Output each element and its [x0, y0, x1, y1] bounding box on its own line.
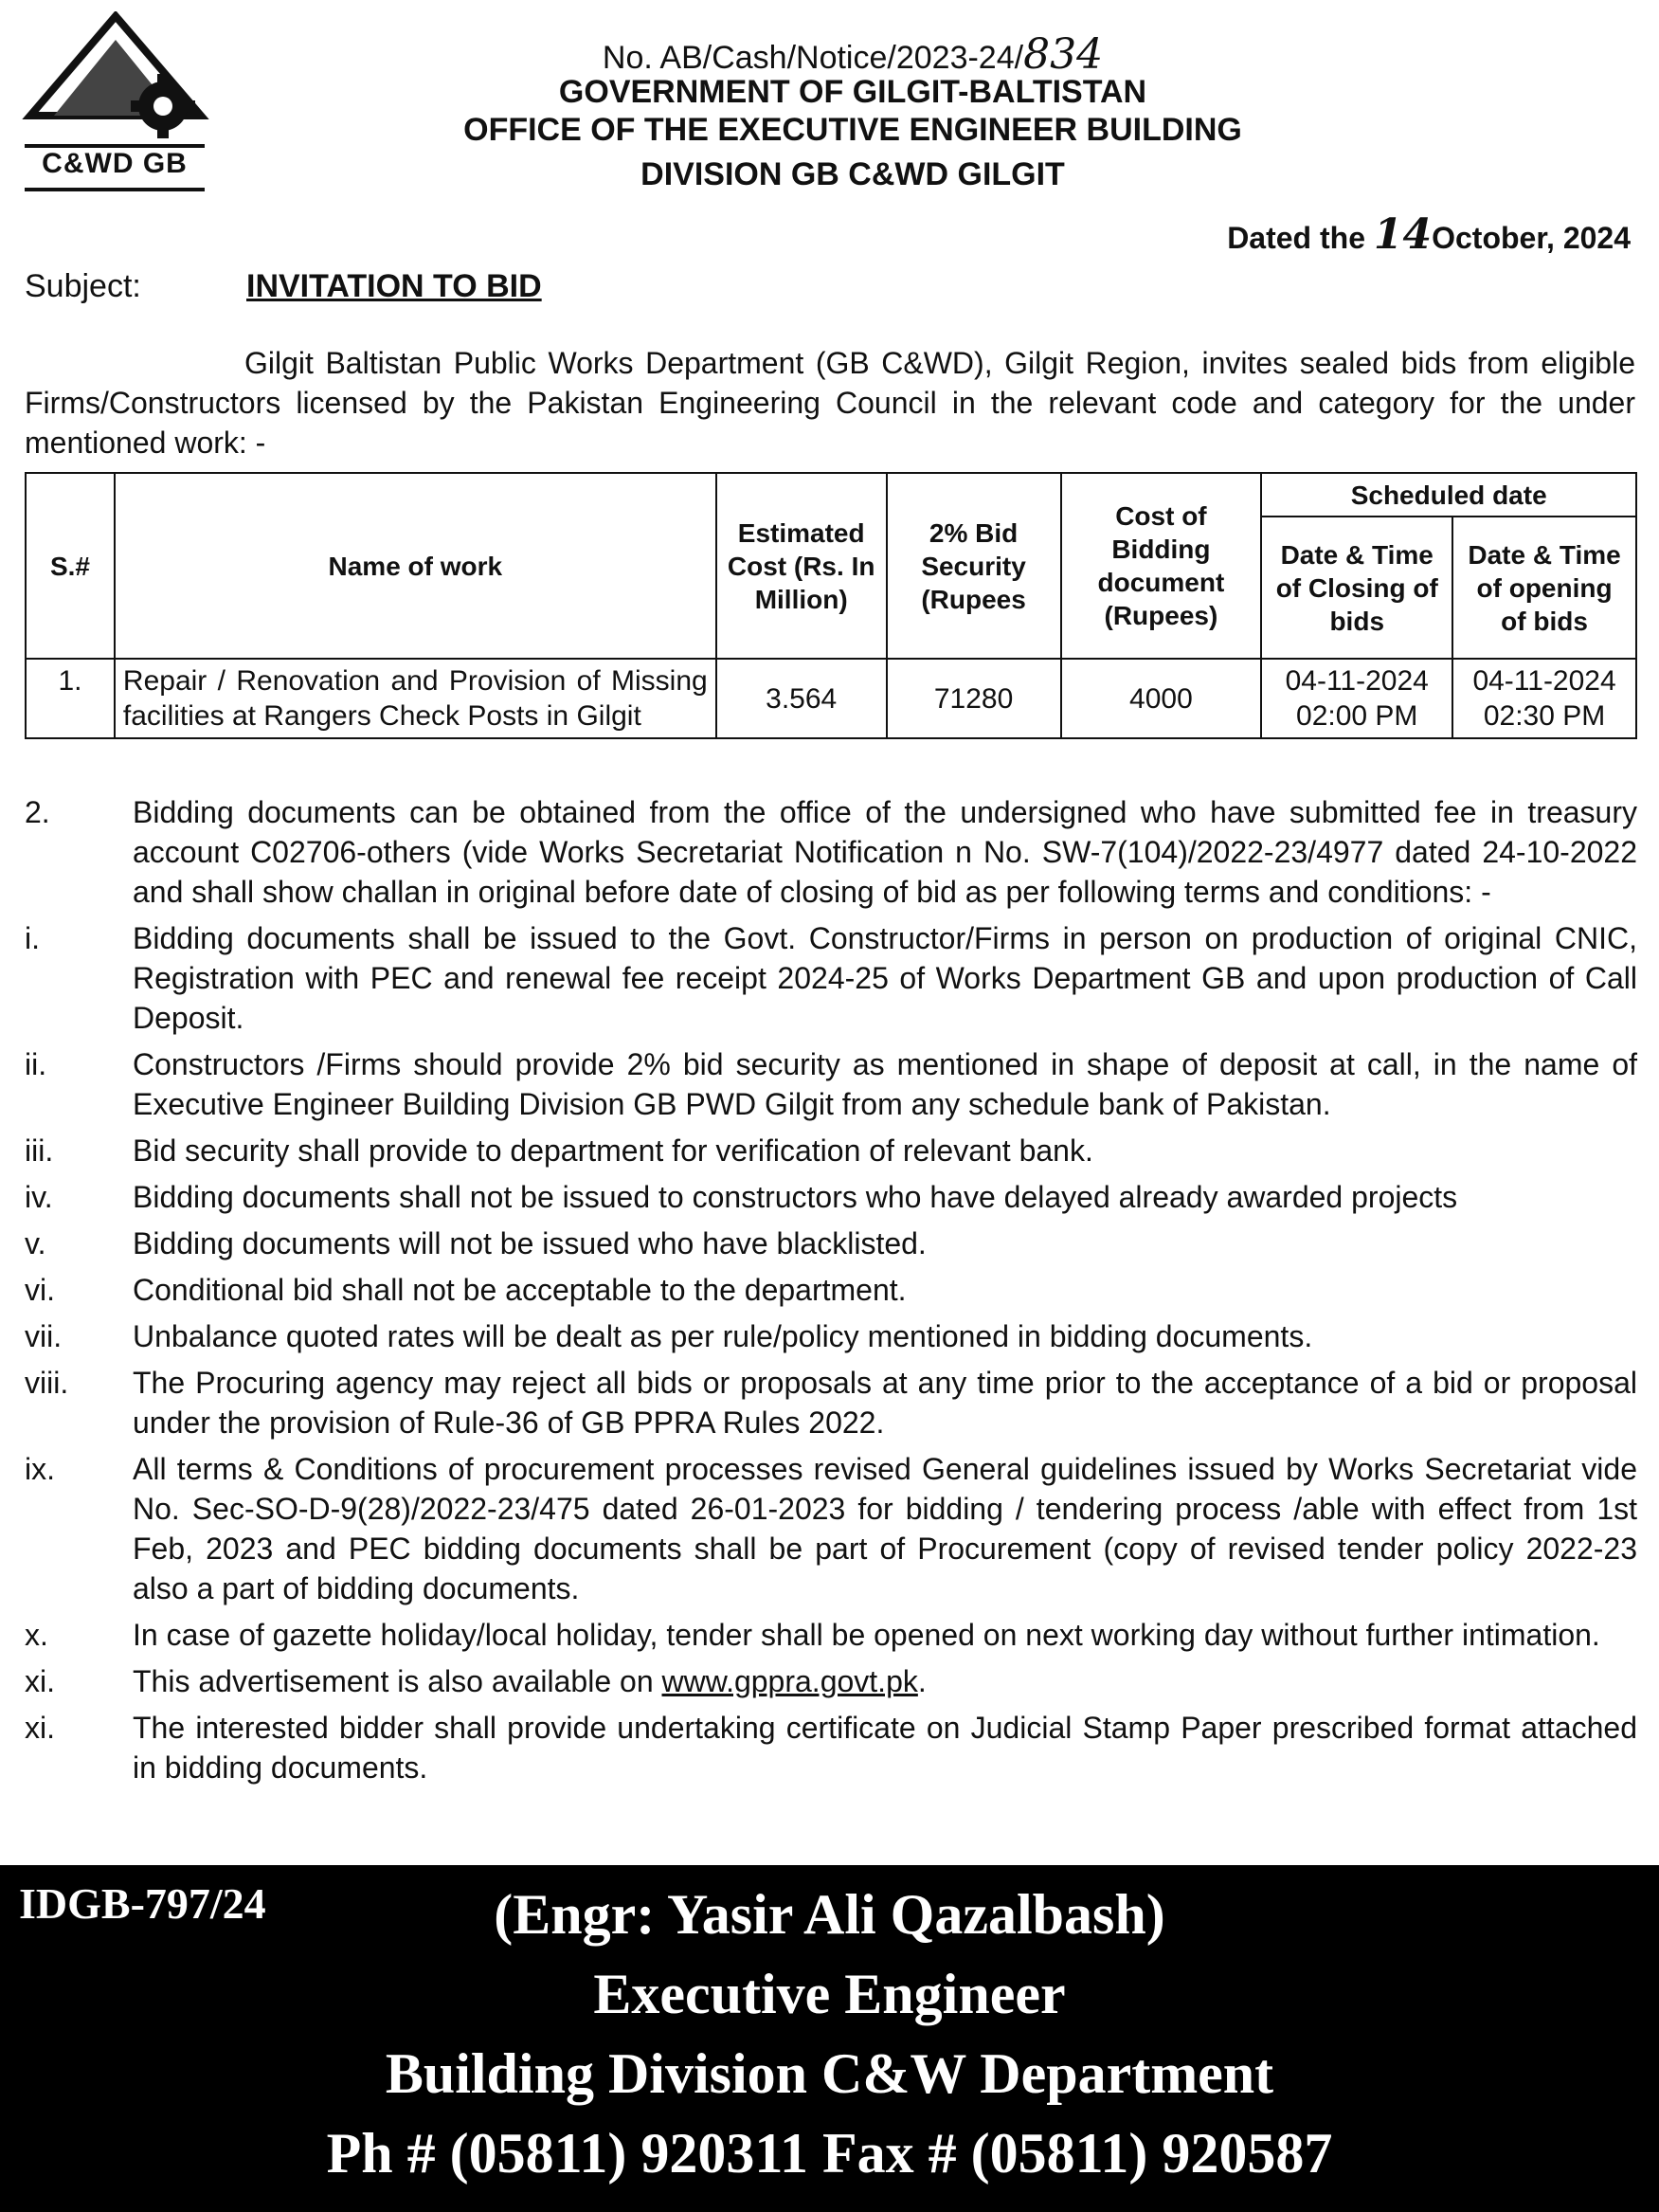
date-line [1227, 210, 1631, 259]
closing-date: 04-11-2024 [1285, 665, 1429, 697]
notice-number [360, 30, 1345, 79]
table-row [26, 659, 1636, 738]
list-item: iv. Bidding documents shall not be issued to constructors who have delayed already awarded projects [25, 1180, 1458, 1214]
cell-bidding-doc-cost: 4000 [1061, 659, 1262, 738]
division-heading: DIVISION GB C&WD GILGIT [640, 156, 1065, 192]
works-table [25, 472, 1637, 739]
department-logo [21, 11, 210, 182]
col-scheduled-date: Scheduled date [1261, 473, 1636, 517]
intro-paragraph [25, 343, 1635, 462]
date-month-year: October, 2024 [1432, 221, 1631, 255]
cell-sno: 1. [26, 659, 115, 738]
list-item: ii. Constructors /Firms should provide 2% bid security as mentioned in shape of deposit at call, in the name of Executive Engineer Building Division GB PWD Gilgit from any schedule bank of Pakistan. [25, 1047, 1637, 1121]
signature-footer [0, 1865, 1659, 2212]
list-item: ix. All terms & Conditions of procurement processes revised General guidelines issued by Works Secretariat vide No. Sec-SO-D-9(28)/2022-23/475 dated 26-01-2023 for bidding / tendering process /able with effect from 1st Feb, 2023 and PEC bidding documents shall be part of Procurement (copy of revised tender policy 2022-23 also a part of bidding documents. [25, 1452, 1637, 1605]
subject-label: Subject: [25, 268, 141, 304]
list-item: viii. The Procuring agency may reject all bids or proposals at any time prior to the acceptance of a bid or proposal under the provision of Rule-36 of GB PPRA Rules 2022. [25, 1366, 1637, 1440]
list-item: iii. Bid security shall provide to department for verification of relevant bank. [25, 1133, 1093, 1168]
list-item: vii. Unbalance quoted rates will be dealt as per rule/policy mentioned in bidding documents. [25, 1319, 1313, 1353]
government-heading: GOVERNMENT OF GILGIT-BALTISTAN [558, 74, 1147, 110]
engineer-name: (Engr: Yasir Ali Qazalbash) [494, 1883, 1165, 1946]
cell-opening [1452, 659, 1636, 738]
list-item: v. Bidding documents will not be issued who have blacklisted. [25, 1226, 927, 1260]
date-label: Dated the [1227, 221, 1365, 255]
contact-numbers: Ph # (05811) 920311 Fax # (05811) 920587 [326, 2122, 1333, 2185]
col-bid-security: 2% Bid Security (Rupees [887, 473, 1061, 659]
engineer-title: Executive Engineer [593, 1963, 1066, 2025]
col-bidding-doc-cost: Cost of Bidding document (Rupees) [1061, 473, 1262, 659]
list-item: i. Bidding documents shall be issued to the Govt. Constructor/Firms in person on production of original CNIC, Registration with PEC and renewal fee receipt 2024-25 of Works Department GB and upon production of Call Deposit. [25, 921, 1637, 1035]
logo-text: C&WD GB [25, 144, 205, 191]
notice-number-text: No. AB/Cash/Notice/2023-24/ [602, 40, 1024, 76]
col-name-of-work: Name of work [115, 473, 716, 659]
intro-text: Gilgit Baltistan Public Works Department (GB C&WD), Gilgit Region, invites sealed bids from eligible Firms/Constructors licensed by the Pakistan Engineering Council in the relevant code and category for the under mentioned work: - [25, 346, 1635, 460]
closing-time: 02:00 PM [1296, 700, 1418, 732]
gppra-website-link[interactable]: www.gppra.govt.pk [661, 1664, 918, 1698]
col-opening: Date & Time of opening of bids [1452, 517, 1636, 659]
office-heading: OFFICE OF THE EXECUTIVE ENGINEER BUILDING [463, 112, 1242, 148]
cell-bid-security: 71280 [887, 659, 1061, 738]
list-item: xi. This advertisement is also available on www.gppra.govt.pk. [25, 1664, 927, 1698]
cell-name-of-work: Repair / Renovation and Provision of Missing facilities at Rangers Check Posts in Gilgit [115, 659, 716, 738]
table-header-row [26, 473, 1636, 517]
date-day-handwritten: 14 [1373, 210, 1433, 259]
opening-time: 02:30 PM [1483, 700, 1606, 732]
col-estimated-cost: Estimated Cost (Rs. In Million) [716, 473, 887, 659]
opening-date: 04-11-2024 [1472, 665, 1616, 697]
col-sno: S.# [26, 473, 115, 659]
subject-text: INVITATION TO BID [246, 268, 542, 304]
list-item: x. In case of gazette holiday/local holiday, tender shall be opened on next working day without further intimation. [25, 1618, 1600, 1652]
col-closing: Date & Time of Closing of bids [1261, 517, 1452, 659]
list-item: vi. Conditional bid shall not be acceptable to the department. [25, 1273, 907, 1307]
notice-number-handwritten: 834 [1023, 30, 1104, 79]
list-item: xi. The interested bidder shall provide undertaking certificate on Judicial Stamp Paper prescribed format attached in bidding documents. [25, 1711, 1637, 1785]
cell-closing [1261, 659, 1452, 738]
list-item: 2. Bidding documents can be obtained from the office of the undersigned who have submitted fee in treasury account C02706-others (vide Works Secretariat Notification n No. SW-7(104)/2022-23/4977 dated 24-10-2022 and shall show challan in original before date of closing of bid as per following terms and conditions: - [25, 795, 1637, 909]
terms-list [25, 792, 1637, 1794]
building-gear-icon [21, 11, 210, 144]
reference-code: IDGB-797/24 [19, 1879, 266, 1928]
cell-estimated-cost: 3.564 [716, 659, 887, 738]
division-name: Building Division C&W Department [385, 2042, 1274, 2105]
